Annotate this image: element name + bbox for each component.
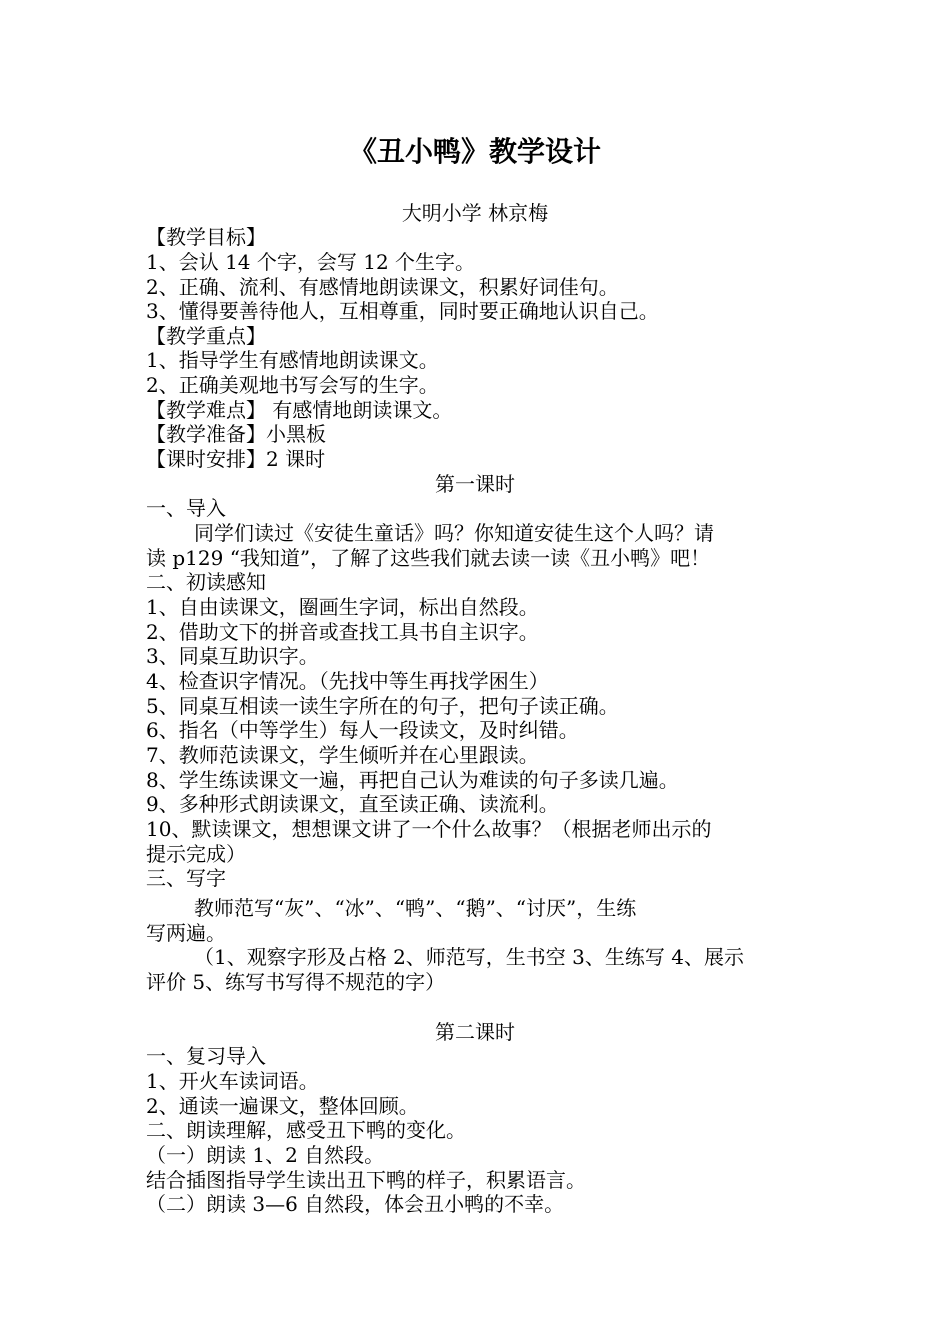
part-heading: 二、朗读理解，感受丑下鸭的变化。 bbox=[146, 1118, 466, 1142]
section-heading: 【教学目标】 bbox=[146, 225, 266, 249]
text-line: 5、同桌互相读一读生字所在的句子，把句子读正确。 bbox=[146, 694, 619, 718]
text-line: 2、正确、流利、有感情地朗读课文，积累好词佳句。 bbox=[146, 275, 619, 299]
text-line: 2、通读一遍课文，整体回顾。 bbox=[146, 1094, 419, 1118]
part-heading: 三、写字 bbox=[146, 866, 226, 890]
text-line: 10、默读课文，想想课文讲了一个什么故事？（根据老师出示的 bbox=[146, 817, 712, 841]
text-line: （1、观察字形及占格 2、师范写，生书空 3、生练写 4、展示 bbox=[194, 945, 744, 969]
text-line: 8、学生练读课文一遍，再把自己认为难读的句子多读几遍。 bbox=[146, 768, 679, 792]
text-line: 9、多种形式朗读课文，直至读正确、读流利。 bbox=[146, 792, 559, 816]
author-line: 大明小学 林京梅 bbox=[401, 201, 549, 225]
lesson-heading: 第二课时 bbox=[435, 1020, 515, 1044]
text-line: 结合插图指导学生读出丑下鸭的样子，积累语言。 bbox=[146, 1168, 586, 1192]
text-line: 7、教师范读课文，学生倾听并在心里跟读。 bbox=[146, 743, 539, 767]
text-line: 评价 5、练写书写得不规范的字） bbox=[146, 970, 446, 994]
text-line: 1、指导学生有感情地朗读课文。 bbox=[146, 348, 439, 372]
section-heading: 【教学难点】 有感情地朗读课文。 bbox=[146, 398, 453, 422]
section-heading: 【教学重点】 bbox=[146, 324, 266, 348]
text-line: 6、指名（中等学生）每人一段读文，及时纠错。 bbox=[146, 718, 579, 742]
text-line: 同学们读过《安徒生童话》吗？你知道安徒生这个人吗？请 bbox=[194, 521, 714, 545]
text-line: 1、会认 14 个字，会写 12 个生字。 bbox=[146, 250, 476, 274]
part-heading: 一、复习导入 bbox=[146, 1044, 266, 1068]
text-line: 2、正确美观地书写会写的生字。 bbox=[146, 373, 439, 397]
text-line: （二）朗读 3—6 自然段，体会丑小鸭的不幸。 bbox=[146, 1192, 565, 1216]
text-line: 教师范写“灰”、“冰”、“鸭”、“鹅”、“讨厌”，生练 bbox=[194, 896, 637, 920]
part-heading: 一、导入 bbox=[146, 496, 226, 520]
text-line: 2、借助文下的拼音或查找工具书自主识字。 bbox=[146, 620, 539, 644]
document-title: 《丑小鸭》教学设计 bbox=[348, 135, 601, 168]
text-line: （一）朗读 1、2 自然段。 bbox=[146, 1143, 385, 1167]
text-line: 提示完成） bbox=[146, 842, 246, 866]
lesson-heading: 第一课时 bbox=[435, 472, 515, 496]
section-heading: 【课时安排】2 课时 bbox=[146, 447, 326, 471]
text-line: 3、懂得要善待他人，互相尊重，同时要正确地认识自己。 bbox=[146, 299, 659, 323]
text-line: 4、检查识字情况。（先找中等生再找学困生） bbox=[146, 669, 549, 693]
part-heading: 二、初读感知 bbox=[146, 570, 266, 594]
text-line: 3、同桌互助识字。 bbox=[146, 644, 319, 668]
text-line: 1、开火车读词语。 bbox=[146, 1069, 319, 1093]
text-line: 1、自由读课文，圈画生字词，标出自然段。 bbox=[146, 595, 539, 619]
text-line: 读 p129 “我知道”，了解了这些我们就去读一读《丑小鸭》吧！ bbox=[146, 546, 711, 570]
text-line: 写两遍。 bbox=[146, 921, 226, 945]
section-heading: 【教学准备】小黑板 bbox=[146, 422, 326, 446]
